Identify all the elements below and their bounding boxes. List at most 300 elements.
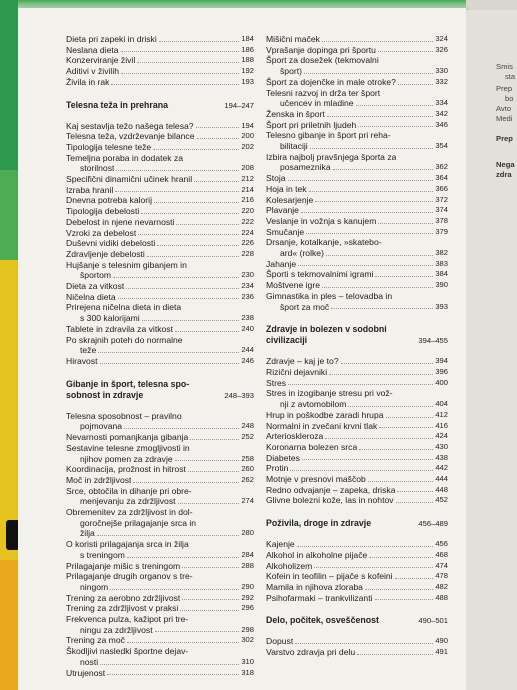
entry-page-number: 491 — [435, 647, 448, 657]
entry-page-number: 488 — [435, 592, 448, 602]
entry-title: Izbira najbolj pravšnjega športa za — [266, 151, 397, 162]
entry-page-number: 416 — [435, 420, 448, 430]
entry-title: Šport za dojenčke in male otroke? — [266, 76, 396, 87]
entry-page-number: 444 — [435, 474, 448, 484]
entry-page-number: 238 — [241, 313, 254, 323]
section-title: Zdravje in bolezen v sodobni — [266, 324, 387, 335]
entry-title: Temeljna poraba in dodatek za — [66, 152, 184, 163]
entry-title: Telesna teža, vzdrževanje bilance — [66, 131, 195, 142]
section-title: Telesna teža in prehrana — [66, 99, 169, 110]
toc-entry-continuation — [266, 399, 448, 410]
entry-page-number: 393 — [435, 301, 448, 311]
entry-page-number: 193 — [241, 76, 254, 86]
toc-entry-continuation — [66, 582, 254, 593]
toc-entry — [266, 216, 448, 227]
dot-leader — [341, 363, 434, 364]
entry-title: Dnevna potreba kalorij — [66, 195, 152, 206]
section-title: sobnost in zdravje — [66, 389, 144, 400]
facing-page-fragment: Prep — [496, 134, 513, 143]
dot-leader — [356, 105, 434, 106]
entry-title: goročnejše prilagajanje srca in — [80, 517, 197, 528]
facing-page-fragment: sta — [505, 72, 516, 81]
entry-page-number: 452 — [435, 495, 448, 505]
toc-entry — [66, 486, 254, 497]
dot-leader — [126, 288, 239, 289]
entry-title: Rizični dejavniki — [266, 366, 328, 377]
toc-entry — [266, 130, 448, 141]
entry-page-number: 468 — [435, 549, 448, 559]
entry-page-number: 346 — [435, 119, 448, 129]
dot-leader — [110, 589, 239, 590]
entry-page-number: 438 — [435, 452, 448, 462]
entry-page-number: 228 — [241, 248, 254, 258]
entry-page-number: 430 — [435, 441, 448, 451]
entry-page-number: 246 — [241, 355, 254, 365]
entry-title: Normalni in zvečani krvni tlak — [266, 420, 378, 431]
dot-leader — [121, 73, 239, 74]
toc-section-heading — [66, 100, 254, 111]
entry-title: šport za moč — [280, 301, 330, 312]
toc-entry — [66, 195, 254, 206]
toc-entry — [66, 464, 254, 475]
toc-entry — [266, 550, 448, 561]
dot-leader — [379, 427, 433, 428]
entry-title: Motnje v presnovi maščob — [266, 474, 366, 485]
toc-entry-continuation — [266, 141, 448, 152]
entry-page-number: 396 — [435, 366, 448, 376]
entry-page-number: 404 — [435, 399, 448, 409]
entry-title: učencev in mladine — [280, 98, 354, 109]
entry-title: Konzerviranje živil — [66, 55, 136, 66]
toc-entry-continuation — [266, 98, 448, 109]
entry-title: Šport pri priletnih ljudeh — [266, 119, 357, 130]
entry-page-number: 490 — [435, 636, 448, 646]
facing-page-fragment: zdra — [496, 170, 512, 179]
toc-section-heading — [66, 379, 254, 390]
dot-leader — [365, 589, 433, 590]
dot-leader — [155, 631, 240, 632]
entry-title: Izraba hranil — [66, 184, 114, 195]
toc-entry — [66, 292, 254, 303]
entry-title: ard« (rolke) — [280, 248, 324, 259]
dot-leader — [98, 352, 239, 353]
dot-leader — [141, 213, 239, 214]
dot-leader — [127, 642, 239, 643]
toc-entry — [66, 174, 254, 185]
toc-entry — [266, 485, 448, 496]
entry-title: Koronarna bolezen srca — [266, 441, 358, 452]
toc-entry-continuation — [266, 162, 448, 173]
entry-title: s treningom — [80, 549, 125, 560]
entry-page-number: 226 — [241, 238, 254, 248]
toc-entry-continuation — [266, 302, 448, 313]
entry-title: Varstvo zdravja pri delu — [266, 647, 356, 658]
toc-entry — [66, 185, 254, 196]
toc-entry — [66, 614, 254, 625]
facing-page-fragment: bo — [505, 94, 514, 103]
dot-leader — [375, 276, 433, 277]
toc-entry — [266, 259, 448, 270]
toc-right-column — [266, 34, 448, 658]
toc-entry — [66, 356, 254, 367]
entry-title: žilja — [80, 528, 95, 539]
entry-page-number: 302 — [241, 635, 254, 645]
toc-entry-continuation — [266, 248, 448, 259]
toc-entry — [66, 45, 254, 56]
entry-title: Protin — [266, 463, 289, 474]
entry-title: Hoja in tek — [266, 183, 307, 194]
toc-entry — [66, 142, 254, 153]
dot-leader — [395, 578, 434, 579]
dot-leader — [175, 460, 240, 461]
entry-page-number: 292 — [241, 592, 254, 602]
entry-title: menjevanju za zdržljivost — [80, 496, 176, 507]
entry-page-number: 280 — [241, 528, 254, 538]
dot-leader — [116, 170, 239, 171]
toc-entry — [266, 152, 448, 163]
entry-page-number: 234 — [241, 281, 254, 291]
toc-entry — [266, 55, 448, 66]
toc-left-column — [66, 34, 254, 678]
facing-page-fragment: Avto — [496, 104, 512, 113]
section-page-range: 194–247 — [224, 100, 254, 110]
dot-leader — [368, 481, 434, 482]
entry-page-number: 394 — [435, 356, 448, 366]
entry-title: njihov pomen za zdravje — [80, 453, 173, 464]
toc-entry — [66, 131, 254, 142]
entry-title: Alkohol in alkoholne pijače — [266, 549, 368, 560]
dot-leader — [138, 234, 239, 235]
entry-page-number: 262 — [241, 474, 254, 484]
toc-entry — [266, 431, 448, 442]
entry-title: Stres in izogibanje stresu pri vož- — [266, 388, 393, 399]
toc-entry-continuation — [66, 528, 254, 539]
entry-page-number: 202 — [241, 141, 254, 151]
entry-title: Tablete in zdravila za vitkost — [66, 323, 173, 334]
entry-page-number: 236 — [241, 291, 254, 301]
entry-title: Mišični maček — [266, 34, 320, 44]
toc-entry — [266, 582, 448, 593]
toc-entry-continuation — [66, 625, 254, 636]
entry-title: Telesno gibanje in šport pri reha- — [266, 130, 391, 141]
toc-entry — [266, 463, 448, 474]
entry-page-number: 379 — [435, 226, 448, 236]
dot-leader — [159, 41, 240, 42]
facing-page-fragment: Smis — [496, 62, 513, 71]
toc-entry — [266, 571, 448, 582]
dot-leader — [358, 126, 433, 127]
toc-entry — [266, 421, 448, 432]
toc-entry — [266, 453, 448, 464]
toc-entry-continuation — [66, 421, 254, 432]
entry-title: pojmovana — [80, 421, 123, 432]
entry-page-number: 296 — [241, 603, 254, 613]
entry-title: ningom — [80, 581, 109, 592]
entry-page-number: 372 — [435, 194, 448, 204]
dot-leader — [290, 470, 433, 471]
entry-page-number: 298 — [241, 624, 254, 634]
dot-leader — [194, 181, 239, 182]
entry-page-number: 274 — [241, 496, 254, 506]
dot-leader — [326, 255, 433, 256]
toc-entry — [66, 121, 254, 132]
dot-leader — [306, 233, 433, 234]
entry-page-number: 424 — [435, 431, 448, 441]
toc-entry — [66, 206, 254, 217]
entry-title: Duševni vidiki debelosti — [66, 238, 156, 249]
entry-title: šport) — [280, 66, 302, 77]
toc-entry — [66, 77, 254, 88]
entry-page-number: 184 — [241, 34, 254, 43]
dot-leader — [359, 449, 433, 450]
toc-entry — [266, 109, 448, 120]
toc-entry — [66, 593, 254, 604]
entry-page-number: 220 — [241, 206, 254, 216]
dot-leader — [147, 256, 240, 257]
entry-title: Glivne bolezni kože, las in nohtov — [266, 495, 394, 506]
entry-title: Kofein in teofilin – pijače s kofeini — [266, 571, 393, 582]
entry-page-number: 383 — [435, 258, 448, 268]
entry-title: Kaj sestavlja težo našega telesa? — [66, 120, 194, 131]
toc-entry — [266, 205, 448, 216]
dot-leader — [188, 471, 239, 472]
entry-title: Ženska in šport — [266, 108, 325, 119]
toc-entry — [66, 635, 254, 646]
toc-entry — [66, 646, 254, 657]
toc-entry — [66, 281, 254, 292]
entry-page-number: 200 — [241, 131, 254, 141]
toc-entry — [266, 280, 448, 291]
toc-entry — [66, 603, 254, 614]
toc-entry — [266, 593, 448, 604]
entry-page-number: 382 — [435, 248, 448, 258]
dot-leader — [124, 428, 239, 429]
entry-title: Hiravost — [66, 355, 98, 366]
toc-section-heading — [266, 615, 448, 626]
entry-title: Tipologija debelosti — [66, 206, 140, 217]
toc-section-heading — [66, 390, 254, 401]
entry-page-number: 214 — [241, 184, 254, 194]
entry-title: Gimnastika in ples – telovadba in — [266, 290, 393, 301]
entry-page-number: 456 — [435, 539, 448, 549]
toc-entry — [266, 269, 448, 280]
toc-entry-continuation — [266, 66, 448, 77]
dot-leader — [182, 599, 239, 600]
entry-title: Telesni razvoj in drža ter šport — [266, 87, 381, 98]
entry-title: Kolesarjenje — [266, 194, 314, 205]
dot-leader — [314, 567, 433, 568]
entry-title: s 300 kalorijami — [80, 313, 140, 324]
dot-leader — [378, 51, 433, 52]
entry-title: Arterioskleroza — [266, 431, 324, 442]
entry-title: Debelost in njene nevarnosti — [66, 216, 175, 227]
dot-leader — [157, 245, 239, 246]
dot-leader — [327, 116, 434, 117]
dot-leader — [118, 298, 240, 299]
toc-entry — [266, 120, 448, 131]
section-page-range: 394–455 — [418, 336, 448, 346]
entry-title: Obremenitev za zdržljivost in dol- — [66, 507, 193, 518]
toc-entry — [266, 442, 448, 453]
entry-page-number: 412 — [435, 409, 448, 419]
entry-title: Moč in zdržljivost — [66, 474, 132, 485]
toc-entry — [66, 302, 254, 313]
entry-title: Jahanje — [266, 258, 297, 269]
entry-title: Škodljivi nasledki športne dejav- — [66, 646, 189, 657]
toc-section-heading — [266, 518, 448, 529]
entry-title: Veslanje in vožnja s kanujem — [266, 215, 377, 226]
toc-entry — [66, 432, 254, 443]
toc-entry-continuation — [66, 313, 254, 324]
toc-entry — [66, 153, 254, 164]
toc-entry — [66, 571, 254, 582]
entry-title: Vprašanje dopinga pri športu — [266, 44, 376, 55]
dot-leader — [176, 224, 239, 225]
entry-page-number: 400 — [435, 377, 448, 387]
entry-title: Dieta za vitkost — [66, 281, 125, 292]
entry-page-number: 318 — [241, 667, 254, 677]
entry-title: Utrujenost — [66, 667, 106, 678]
entry-page-number: 390 — [435, 280, 448, 290]
entry-page-number: 188 — [241, 55, 254, 65]
dot-leader — [322, 41, 433, 42]
entry-page-number: 326 — [435, 44, 448, 54]
toc-entry — [266, 561, 448, 572]
entry-title: Diabetes — [266, 452, 300, 463]
dot-leader — [137, 62, 239, 63]
entry-page-number: 240 — [241, 323, 254, 333]
toc-entry — [66, 335, 254, 346]
dot-leader — [397, 491, 433, 492]
toc-entry — [66, 507, 254, 518]
dot-leader — [386, 417, 434, 418]
entry-page-number: 208 — [241, 163, 254, 173]
facing-page-fragment: Medi — [496, 114, 513, 123]
entry-title: Moštvene igre — [266, 280, 320, 291]
book-cover-spine — [0, 0, 18, 690]
toc-entry — [266, 539, 448, 550]
entry-title: nosti — [80, 656, 99, 667]
dot-leader — [127, 557, 239, 558]
toc-entry — [66, 668, 254, 679]
section-title: civilizaciji — [266, 335, 308, 346]
toc-section-heading — [266, 335, 448, 346]
dot-leader — [333, 169, 434, 170]
entry-title: Nevarnosti pomanjkanja gibanja — [66, 432, 189, 443]
entry-page-number: 216 — [241, 195, 254, 205]
entry-page-number: 230 — [241, 270, 254, 280]
dot-leader — [100, 363, 240, 364]
section-page-range: 456–489 — [418, 519, 448, 529]
entry-page-number: 212 — [241, 174, 254, 184]
toc-entry-continuation — [66, 163, 254, 174]
toc-entry — [266, 474, 448, 485]
dot-leader — [322, 287, 433, 288]
entry-title: Športi s tekmovalnimi igrami — [266, 269, 374, 280]
entry-title: Zdravje – kaj je to? — [266, 356, 339, 367]
entry-page-number: 258 — [241, 453, 254, 463]
dot-leader — [398, 84, 433, 85]
entry-title: Živila in rak — [66, 76, 110, 87]
entry-title: Zdravljenje debelosti — [66, 248, 145, 259]
entry-page-number: 194 — [241, 120, 254, 130]
facing-page-fragment: Nega — [496, 160, 515, 169]
section-title: Gibanje in šport, telesna spo- — [66, 378, 190, 389]
dot-leader — [375, 599, 434, 600]
dot-leader — [121, 51, 240, 52]
toc-section-heading — [266, 324, 448, 335]
entry-title: Hujšanje s telesnim gibanjem in — [66, 259, 187, 270]
dot-leader — [310, 148, 434, 149]
dot-leader — [304, 73, 433, 74]
dot-leader — [153, 149, 239, 150]
entry-page-number: 482 — [435, 581, 448, 591]
toc-entry — [266, 88, 448, 99]
toc-entry — [66, 238, 254, 249]
entry-page-number: 332 — [435, 76, 448, 86]
toc-entry — [266, 34, 448, 45]
toc-entry — [66, 411, 254, 422]
entry-title: Šport za dosežek (tekmovalni — [266, 55, 379, 66]
entry-page-number: 244 — [241, 345, 254, 355]
entry-page-number: 260 — [241, 464, 254, 474]
entry-page-number: 288 — [241, 560, 254, 570]
dot-leader — [133, 482, 239, 483]
entry-page-number: 290 — [241, 581, 254, 591]
entry-page-number: 324 — [435, 34, 448, 43]
entry-title: Smučanje — [266, 226, 305, 237]
toc-entry-continuation — [66, 550, 254, 561]
entry-title: Trening za zdržljivost v praksi — [66, 603, 179, 614]
dot-leader — [111, 84, 239, 85]
entry-title: Trening za aerobno zdržljivost — [66, 592, 181, 603]
entry-title: Neslana dieta — [66, 44, 119, 55]
entry-title: Koordinacija, prožnost in hitrost — [66, 464, 186, 475]
dot-leader — [331, 308, 433, 309]
dot-leader — [154, 202, 239, 203]
entry-title: posameznika — [280, 162, 331, 173]
entry-title: Stres — [266, 377, 287, 388]
entry-page-number: 330 — [435, 66, 448, 76]
entry-title: Prirejena ničelna dieta in dieta — [66, 302, 182, 313]
entry-title: Frekvenca pulza, kažipot pri tre- — [66, 614, 189, 625]
toc-entry — [66, 66, 254, 77]
dot-leader — [348, 406, 433, 407]
entry-title: Alkoholizem — [266, 560, 313, 571]
entry-page-number: 248 — [241, 421, 254, 431]
dot-leader — [182, 567, 239, 568]
entry-page-number: 366 — [435, 183, 448, 193]
entry-title: Psihofarmaki – trankvilizanti — [266, 592, 373, 603]
entry-title: Telesna sposobnost – pravilno — [66, 410, 182, 421]
entry-title: O koristi prilagajanja srca in žilja — [66, 539, 189, 550]
toc-entry — [266, 237, 448, 248]
dot-leader — [115, 191, 239, 192]
toc-entry — [66, 34, 254, 45]
toc-entry-continuation — [66, 518, 254, 529]
toc-entry — [266, 173, 448, 184]
entry-page-number: 192 — [241, 66, 254, 76]
entry-title: teže — [80, 345, 97, 356]
toc-entry-continuation — [66, 657, 254, 668]
toc-entry — [266, 378, 448, 389]
entry-title: Mamila in njihova zloraba — [266, 581, 363, 592]
toc-entry — [266, 45, 448, 56]
dot-leader — [190, 439, 239, 440]
toc-entry-continuation — [66, 345, 254, 356]
entry-title: Vzroki za debelost — [66, 227, 137, 238]
dot-leader — [196, 127, 240, 128]
